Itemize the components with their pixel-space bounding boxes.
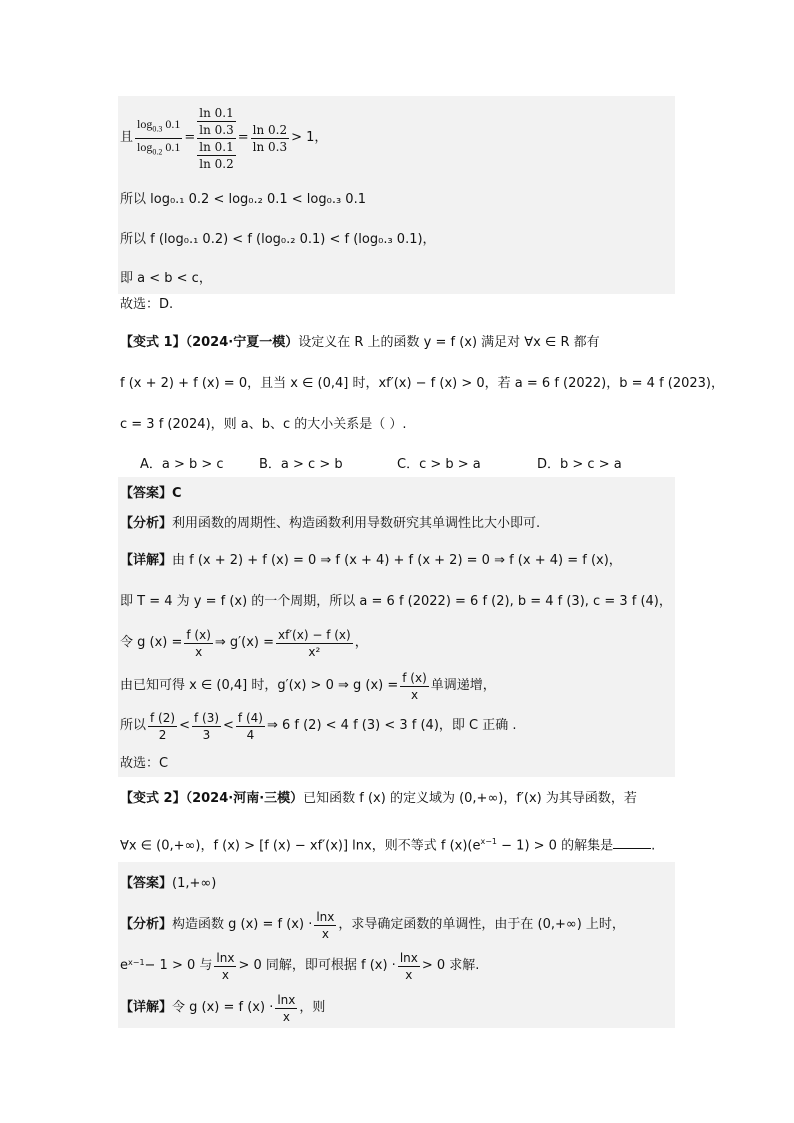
- text: > 1，: [291, 130, 328, 145]
- text: ∀x ∈ (0,+∞)，f (x) > [f (x) − xf′(x)] lnx，则不等式 f (x)(e: [120, 838, 481, 854]
- variant1-stem-line3: c = 3 f (2024)，则 a、b、c 的大小关系是（ ）.: [120, 417, 407, 432]
- solution-line-4: 即 a < b < c，: [120, 271, 212, 286]
- equals-sign: =: [237, 130, 249, 145]
- text: 单调递增，: [430, 678, 496, 693]
- text: 由已知可得 x ∈ (0,4] 时，g′(x) > 0 ⇒ g (x) =: [120, 678, 399, 693]
- text: 0.1: [162, 139, 181, 154]
- answer-tag: 【答案】: [120, 876, 173, 891]
- variant1-detail-6: 故选：C: [120, 756, 169, 771]
- variant1-tag: 【变式 1】: [120, 335, 186, 350]
- text: 0.1: [162, 117, 181, 132]
- variant1-detail-2: 即 T = 4 为 y = f (x) 的一个周期，所以 a = 6 f (2022) = 6 f (2), b = 4 f (3), c = 3 f (4)，: [120, 594, 672, 609]
- text: lnx: [399, 950, 418, 965]
- fraction-compound-ln: [197, 105, 235, 172]
- option-b: B．a > c > b: [259, 457, 343, 472]
- text: ln 0.1: [199, 105, 234, 120]
- text: f (x): [402, 670, 427, 685]
- answer-blank: [613, 836, 651, 849]
- fraction: [275, 992, 297, 1025]
- text: 设定义在 R 上的函数 y = f (x) 满足对 ∀x ∈ R 都有: [298, 335, 600, 350]
- text: x²: [308, 644, 321, 659]
- text: <: [223, 718, 234, 733]
- solution-line-2: 所以 log₀.₁ 0.2 < log₀.₂ 0.1 < log₀.₃ 0.1: [120, 192, 366, 207]
- fraction: [192, 710, 221, 743]
- text: ，则: [299, 1000, 326, 1015]
- text: 3: [202, 727, 211, 742]
- variant1-analysis: [120, 515, 540, 533]
- text: 令 g (x) =: [120, 635, 183, 650]
- variant1-detail-1: [120, 552, 622, 570]
- solution-line-5: 故选：D.: [120, 297, 174, 312]
- fraction: [214, 950, 236, 983]
- variant1-answer: [120, 485, 182, 503]
- text: f (x): [186, 627, 211, 642]
- variant2-analysis-1: [120, 905, 625, 945]
- variant2-answer: [120, 875, 216, 893]
- analysis-tag: 【分析】: [120, 516, 173, 531]
- text: x: [405, 967, 413, 982]
- text: 令 g (x) = f (x) ·: [172, 1000, 274, 1015]
- fraction: [148, 710, 177, 743]
- detail-tag: 【详解】: [120, 1000, 173, 1015]
- fraction: [184, 627, 213, 660]
- text: f (2): [150, 710, 176, 725]
- text: lnx: [216, 950, 235, 965]
- text: log: [137, 139, 153, 154]
- text: ln 0.1: [199, 139, 234, 154]
- text: log: [137, 117, 153, 132]
- text: − 1 > 0 与: [144, 958, 213, 973]
- text: x: [195, 644, 203, 659]
- text: 2: [158, 727, 167, 742]
- text: 且: [120, 130, 134, 145]
- text: lnx: [316, 909, 335, 924]
- fraction: [276, 627, 353, 660]
- text: f (4): [237, 710, 263, 725]
- answer-value: C: [172, 486, 182, 501]
- text: xf′(x) − f (x): [278, 627, 351, 642]
- variant1-source: （2024·宁夏一模）: [185, 335, 299, 350]
- text: 所以: [120, 718, 147, 733]
- option-c: C．c > b > a: [397, 457, 481, 472]
- text: ln 0.2: [199, 156, 234, 171]
- text: ⇒ g′(x) =: [214, 635, 274, 650]
- fraction-ln-ratio: [251, 122, 289, 155]
- answer-tag: 【答案】: [120, 486, 173, 501]
- text: x: [410, 687, 419, 702]
- text: 4: [246, 727, 255, 742]
- fraction-log-ratio: [135, 116, 182, 160]
- text: ⇒ 6 f (2) < 4 f (3) < 3 f (4)，即 C 正确 .: [266, 718, 517, 733]
- text: 由 f (x + 2) + f (x) = 0 ⇒ f (x + 4) + f (x + 2) = 0 ⇒ f (x + 4) = f (x)，: [172, 553, 622, 568]
- text: 0.2: [152, 146, 163, 156]
- text: x: [221, 967, 229, 982]
- text: ，求导确定函数的单调性，由于在 (0,+∞) 上时，: [338, 917, 625, 932]
- option-a: A．a > b > c: [140, 457, 224, 472]
- variant1-stem-line2: f (x + 2) + f (x) = 0，且当 x ∈ (0,4] 时，xf′(x) − f (x) > 0，若 a = 6 f (2022)，b = 4 f (2023)，: [120, 376, 725, 391]
- variant2-stem-line2: [120, 833, 655, 855]
- text: 利用函数的周期性、构造函数利用导数研究其单调性比大小即可.: [172, 516, 541, 531]
- answer-value: (1,+∞): [172, 876, 217, 891]
- text: x−1: [480, 837, 498, 846]
- equals-sign: =: [184, 130, 196, 145]
- text: 0.3: [152, 124, 163, 134]
- text: 已知函数 f (x) 的定义域为 (0,+∞)，f′(x) 为其导函数，若: [303, 791, 637, 806]
- text: x: [321, 926, 329, 941]
- text: > 0 同解，即可根据 f (x) ·: [238, 958, 396, 973]
- text: <: [179, 718, 190, 733]
- text: lnx: [277, 992, 296, 1007]
- text: > 0 求解.: [421, 958, 480, 973]
- fraction: [314, 909, 336, 942]
- text: ln 0.3: [199, 122, 234, 137]
- variant2-detail-1: [120, 988, 325, 1028]
- text: e: [120, 958, 128, 973]
- text: x: [282, 1009, 290, 1024]
- text: .: [651, 838, 656, 854]
- text: f (3): [193, 710, 220, 725]
- text: x−1: [128, 958, 145, 967]
- variant1-detail-5: [120, 706, 517, 746]
- variant1-stem-line1: [120, 334, 600, 352]
- text: − 1) > 0 的解集是: [497, 838, 614, 854]
- fraction: [236, 710, 265, 743]
- analysis-tag: 【分析】: [120, 917, 173, 932]
- variant1-detail-4: [120, 666, 496, 706]
- text: 构造函数 g (x) = f (x) ·: [172, 917, 313, 932]
- variant2-source: （2024·河南·三模）: [185, 791, 304, 806]
- solution-line-fraction: [120, 106, 327, 170]
- variant1-detail-3: [120, 623, 368, 663]
- solution-line-3: 所以 f (log₀.₁ 0.2) < f (log₀.₂ 0.1) < f (log₀.₃ 0.1)，: [120, 232, 436, 247]
- text: ，: [354, 635, 368, 650]
- fraction: [400, 670, 429, 703]
- variant2-stem-line1: [120, 790, 637, 808]
- option-d: D．b > c > a: [537, 457, 622, 472]
- text: ln 0.2: [252, 122, 288, 137]
- variant2-tag: 【变式 2】: [120, 791, 186, 806]
- detail-tag: 【详解】: [120, 553, 173, 568]
- fraction: [398, 950, 420, 983]
- variant2-analysis-2: [120, 946, 479, 986]
- text: ln 0.3: [252, 139, 288, 154]
